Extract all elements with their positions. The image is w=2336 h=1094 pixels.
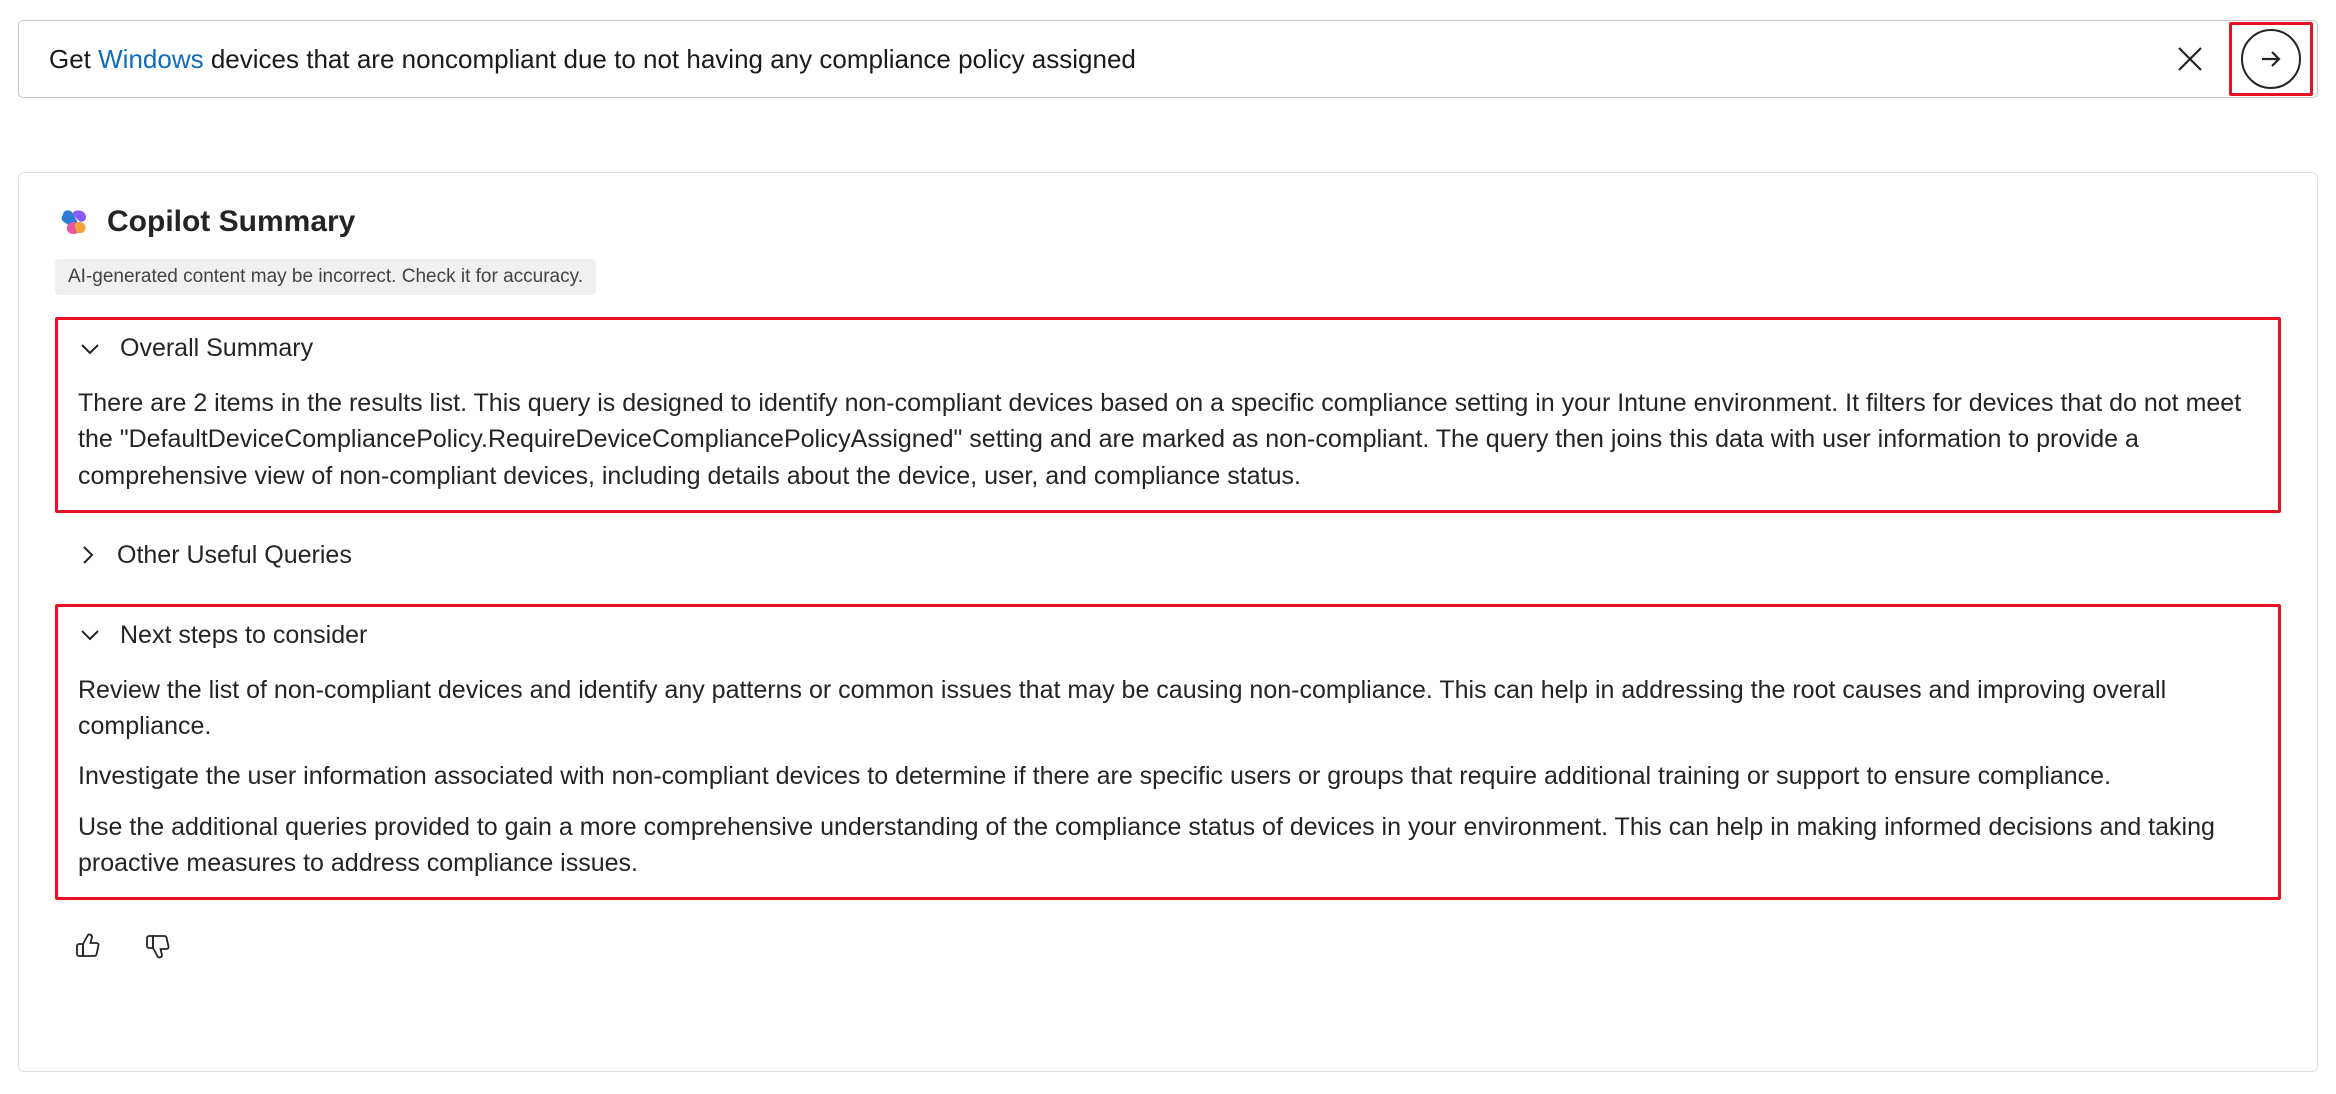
prompt-text-after: devices that are noncompliant due to not having any compliance policy assigned [203, 43, 1136, 74]
section-other-useful-queries [55, 527, 2281, 582]
chevron-right-icon-glyph [74, 542, 100, 568]
copilot-icon [55, 203, 93, 241]
chevron-down-icon[interactable] [76, 621, 104, 649]
thumbs-up-icon-glyph [70, 929, 104, 963]
chevron-down-icon[interactable] [76, 335, 104, 363]
submit-arrow-icon[interactable] [2241, 29, 2301, 89]
ai-disclaimer: AI-generated content may be incorrect. Check it for accuracy. [55, 259, 596, 295]
section-next-steps [55, 604, 2281, 900]
chevron-right-icon[interactable] [73, 541, 101, 569]
thumbs-up-icon[interactable] [67, 926, 107, 966]
submit-button-container [2229, 22, 2313, 96]
section-overall-summary-paragraph: There are 2 items in the results list. This query is designed to identify non-compliant devices based on a specific compliance setting in your Intune environment. It filters for devices that do not meet the "DefaultDeviceCompliancePolicy.RequireDeviceCompliancePolicyAssigned" setting and are marked as non-compliant. The query then joins this data with user information to provide a comprehensive view of non-compliant devices, including details about the device, user, and compliance status. [78, 389, 2242, 490]
thumbs-down-icon[interactable] [137, 926, 177, 966]
section-overall-summary [55, 317, 2281, 513]
copilot-icon-glyph [55, 203, 93, 241]
copilot-header [55, 203, 2281, 241]
section-next-steps-paragraph-3: Use the additional queries provided to gain a more comprehensive understanding of the compliance status of devices in your environment. This can help in making informed decisions and taking proactive measures to address compliance issues. [78, 812, 2215, 877]
section-overall-summary-header[interactable] [58, 328, 2278, 369]
page-title: Copilot Summary [107, 205, 356, 238]
close-icon[interactable] [2161, 30, 2219, 88]
section-other-useful-queries-title: Other Useful Queries [117, 540, 352, 569]
section-overall-summary-title: Overall Summary [120, 334, 314, 362]
prompt-text-before: Get [49, 43, 99, 74]
arrow-right-icon [2256, 44, 2286, 74]
section-next-steps-title: Next steps to consider [120, 620, 368, 649]
prompt-bar[interactable] [18, 20, 2318, 98]
close-icon-glyph [2174, 43, 2206, 75]
section-other-useful-queries-header[interactable] [55, 535, 2281, 576]
chevron-down-icon-glyph [77, 336, 103, 362]
section-next-steps-paragraph-2: Investigate the user information associated with non-compliant devices to determine if there are specific users or groups that require additional training or support to ensure compliance. [78, 762, 2112, 791]
feedback-bar [67, 926, 2281, 966]
chevron-down-icon-glyph [77, 622, 103, 648]
section-next-steps-header[interactable] [58, 615, 2278, 656]
section-next-steps-paragraph-1: Review the list of non-compliant devices and identify any patterns or common issues that may be causing non-compliance. This can help in addressing the root causes and improving overall compliance. [78, 675, 2167, 740]
thumbs-down-icon-glyph [140, 929, 174, 963]
prompt-keyword: Windows [98, 43, 204, 74]
prompt-input[interactable] [19, 44, 2161, 75]
copilot-summary-card [18, 172, 2318, 1072]
